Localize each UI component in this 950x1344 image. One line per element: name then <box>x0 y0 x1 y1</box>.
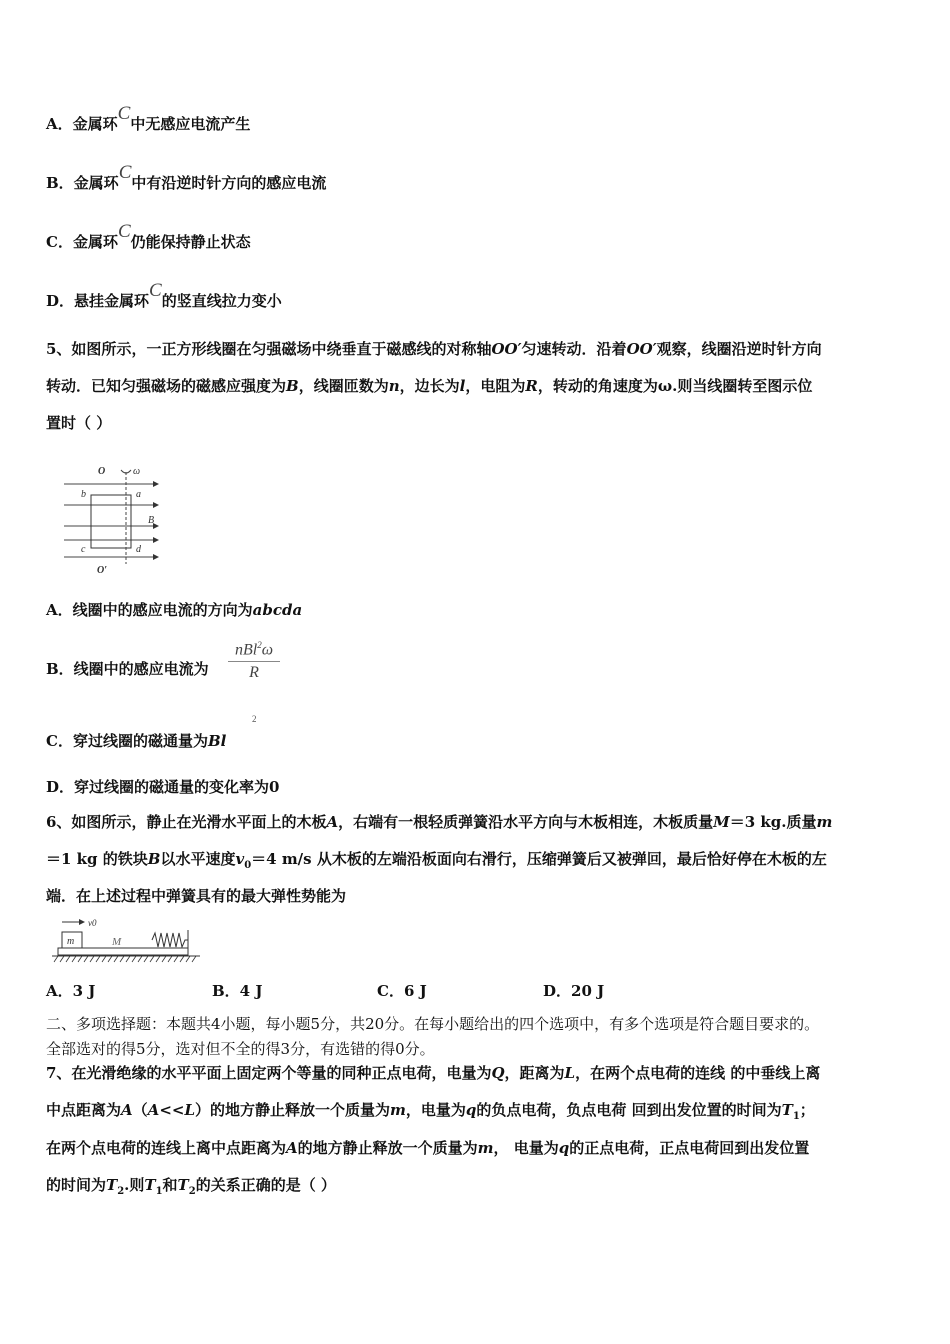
q5-var-n: n <box>388 377 400 395</box>
q5-l2a: 转动．已知匀强磁场的磁感应强度为 <box>46 377 287 395</box>
q7-l2d: ）的地方静止释放一个质量为 <box>195 1101 391 1119</box>
q5-l1c: 观察，线圈沿逆时针方向 <box>656 340 822 358</box>
q7-var-l2: L <box>184 1101 195 1119</box>
omega-arrow <box>121 470 131 473</box>
q7-l2c: << <box>159 1101 185 1119</box>
q7-l1c: ，在两个点电荷的连线 的中垂线上离 <box>575 1064 821 1082</box>
q7-var-q-big: Q <box>491 1064 505 1082</box>
q7-var-a: A <box>121 1101 133 1119</box>
q5-l3: 置时（ ） <box>46 414 112 432</box>
q5-stem-line-1 <box>46 339 911 359</box>
fig-label-a: a <box>136 489 141 500</box>
q5-coil-figure <box>58 460 178 578</box>
q7-l1a: 7、在光滑绝缘的水平平面上固定两个等量的同种正点电荷，电量为 <box>46 1064 492 1082</box>
board-m <box>58 948 188 955</box>
fig-label-d: d <box>136 544 141 555</box>
q7-l2e: ，电量为 <box>405 1101 466 1119</box>
q7-l2g: ； <box>799 1101 815 1119</box>
q6-var-v: v <box>235 850 245 868</box>
fig-label-m: m <box>67 936 75 947</box>
q6-option-d: D．20 J <box>543 982 605 1000</box>
q7-var-t1b: T <box>144 1176 156 1194</box>
fraction-numerator <box>226 636 282 659</box>
q6-stem-line-2 <box>46 849 911 876</box>
q7-l3c: ， 电量为 <box>493 1139 559 1157</box>
q6-var-a: A <box>326 813 339 831</box>
q5-var-r: R <box>525 377 538 395</box>
fig-label-b: b <box>81 489 86 500</box>
q7-var-t2b-sub: 2 <box>188 1186 196 1197</box>
q5-opt-c-value: Bl <box>207 732 227 750</box>
q7-l2a: 中点距离为 <box>46 1101 122 1119</box>
fraction-denominator: R <box>249 664 259 682</box>
q7-l4c: 和 <box>162 1176 178 1194</box>
q6-var-b: B <box>147 850 161 868</box>
q6-l2a: ＝1 kg 的铁块 <box>46 850 148 868</box>
q7-l2f: 的负点电荷，负点电荷 回到出发位置的时间为 <box>476 1101 782 1119</box>
q4-option-c-prefix: C．金属环 <box>46 233 118 251</box>
q6-option-b: B．4 J <box>212 982 263 1000</box>
ground-hatching <box>54 956 196 962</box>
q4-option-b <box>46 162 911 193</box>
q6-l2b: 以水平速度 <box>160 850 236 868</box>
q7-var-t2-sub: 2 <box>117 1186 125 1197</box>
q4-option-d <box>46 280 911 311</box>
q7-stem-line-2 <box>46 1100 911 1127</box>
q6-var-m: m <box>816 813 833 831</box>
q7-var-t2: T <box>106 1176 118 1194</box>
section2-line-1: 二、多项选择题：本题共4小题，每小题5分，共20分。在每小题给出的四个选项中，有多个选项是符合题目要求的。 <box>46 1015 820 1033</box>
numerator-exponent: 2 <box>257 640 262 650</box>
q7-l3a: 在两个点电荷的连线上离中点距离为 <box>46 1139 287 1157</box>
q5-stem-line-2 <box>46 376 911 396</box>
q7-stem-line-3 <box>46 1138 911 1158</box>
q5-l2d: ，电阻为 <box>465 377 526 395</box>
q4-option-a <box>46 103 911 134</box>
q4-option-c <box>46 221 911 252</box>
q5-axis-2: OO′ <box>626 340 657 358</box>
q6-l1c: ＝3 kg.质量 <box>729 813 817 831</box>
q4-option-a-suffix: 中无感应电流产生 <box>130 115 251 133</box>
q7-var-m: m <box>390 1101 406 1119</box>
fig-label-v0: v0 <box>88 918 97 928</box>
q6-l3: 端．在上述过程中弹簧具有的最大弹性势能为 <box>46 887 347 905</box>
q7-var-a2: A <box>147 1101 160 1119</box>
q5-opt-d-text: D．穿过线圈的磁通量的变化率为0 <box>46 778 280 796</box>
q5-option-a <box>46 600 911 620</box>
q4-option-d-prefix: D．悬挂金属环 <box>46 292 150 310</box>
q5-opt-a-text: A．线圈中的感应电流的方向为 <box>46 601 253 619</box>
fig-label-o: O <box>98 466 106 477</box>
q5-axis-1: OO′ <box>491 340 522 358</box>
q4-option-b-suffix: 中有沿逆时针方向的感应电流 <box>131 174 327 192</box>
q6-var-v-sub: 0 <box>244 860 252 871</box>
q5-var-b: B <box>286 377 299 395</box>
q7-var-m2: m <box>477 1139 494 1157</box>
q7-l4d: 的关系正确的是（ ） <box>195 1176 336 1194</box>
q7-stem-line-4 <box>46 1175 911 1202</box>
q6-option-a: A．3 J <box>46 982 96 1000</box>
q7-var-q2: q <box>558 1139 570 1157</box>
q4-option-d-suffix: 的竖直线拉力变小 <box>161 292 282 310</box>
q6-l1b: ，右端有一根轻质弹簧沿水平方向与木板相连，木板质量 <box>338 813 714 831</box>
q7-l3b: 的地方静止释放一个质量为 <box>297 1139 478 1157</box>
q6-stem-line-3 <box>46 886 911 906</box>
q7-var-t2b: T <box>177 1176 189 1194</box>
q5-l2b: ，线圈匝数为 <box>298 377 389 395</box>
q6-l1a: 6、如图所示，静止在光滑水平面上的木板 <box>46 813 327 831</box>
q5-option-c <box>46 731 911 751</box>
fraction-bar <box>228 661 280 662</box>
q4-option-a-prefix: A．金属环 <box>46 115 118 133</box>
fig-label-big-m: M <box>112 936 122 948</box>
q7-stem-line-1 <box>46 1063 911 1083</box>
q7-l1b: ，距离为 <box>504 1064 565 1082</box>
section2-line-2: 全部选对的得5分，选对但不全的得3分，有选错的得0分。 <box>46 1040 435 1058</box>
q6-option-c: C．6 J <box>377 982 427 1000</box>
q6-stem-line-1 <box>46 812 911 832</box>
q5-stem-line-3 <box>46 413 911 433</box>
fig-label-c: c <box>81 544 86 555</box>
q7-var-q: q <box>465 1101 477 1119</box>
q4-option-b-symbol: C <box>118 162 132 183</box>
q7-var-t1-sub: 1 <box>792 1111 800 1122</box>
fig-label-omega: ω <box>133 466 141 477</box>
q4-option-d-symbol: C <box>149 280 162 301</box>
q5-opt-c-text: C．穿过线圈的磁通量为 <box>46 732 208 750</box>
fig-label-field-b: B <box>148 515 155 526</box>
section2-heading-line-2 <box>46 1039 911 1059</box>
section2-heading-line-1 <box>46 1014 911 1034</box>
q7-var-t1b-sub: 1 <box>155 1186 163 1197</box>
q5-l1a: 5、如图所示，一正方形线圈在匀强磁场中绕垂直于磁感线的对称轴 <box>46 340 492 358</box>
q5-option-b <box>46 659 911 679</box>
spring <box>152 933 188 947</box>
q4-option-b-prefix: B．金属环 <box>46 174 119 192</box>
q5-option-d <box>46 777 911 797</box>
q4-option-c-suffix: 仍能保持静止状态 <box>130 233 251 251</box>
q5-l2c: ，边长为 <box>399 377 460 395</box>
numerator-omega: ω <box>261 641 273 659</box>
fig-label-o-prime: O′ <box>97 565 108 576</box>
q5-opt-c-exponent: 2 <box>252 714 257 724</box>
q7-l2b: （ <box>132 1101 148 1119</box>
q5-l1b: 匀速转动．沿着 <box>521 340 627 358</box>
q7-l4a: 的时间为 <box>46 1176 107 1194</box>
q7-var-l: L <box>564 1064 576 1082</box>
q4-option-c-symbol: C <box>117 221 131 242</box>
q6-spring-figure <box>50 914 206 966</box>
numerator-nbl: nBl <box>234 641 258 659</box>
q4-option-a-symbol: C <box>117 103 131 124</box>
q6-l2c: ＝4 m/s 从木板的左端沿板面向右滑行，压缩弹簧后又被弹回，最后恰好停在木板的左 <box>251 850 827 868</box>
q7-var-t1: T <box>781 1101 793 1119</box>
q5-var-l: l <box>459 377 466 395</box>
q7-l3d: 的正点电荷，正点电荷回到出发位置 <box>569 1139 810 1157</box>
q6-var-m-big: M <box>713 813 730 831</box>
q7-var-a3: A <box>286 1139 298 1157</box>
q5-opt-b-fraction <box>226 636 282 682</box>
q5-l2e: ，转动的角速度为ω.则当线圈转至图示位 <box>537 377 813 395</box>
q7-l4b: .则 <box>124 1176 145 1194</box>
q5-opt-a-value: abcda <box>252 601 303 619</box>
q5-opt-b-text: B．线圈中的感应电流为 <box>46 660 209 678</box>
